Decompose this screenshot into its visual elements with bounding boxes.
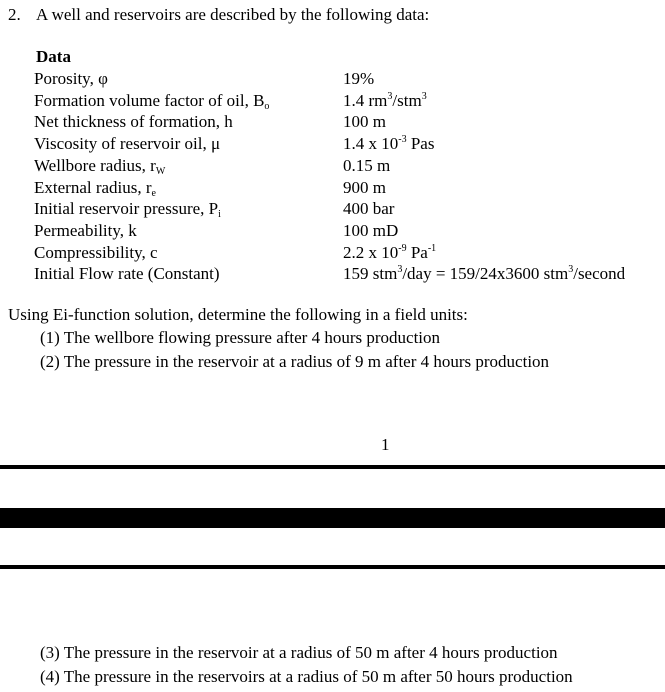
data-label: Net thickness of formation, h: [34, 112, 233, 131]
data-value: 400 bar: [343, 199, 395, 218]
data-label: Formation volume factor of oil, $B_o$: [34, 91, 270, 112]
page-divider-top: [0, 465, 665, 469]
question-text: A well and reservoirs are described by the following data:: [36, 5, 430, 24]
data-label: Viscosity of reservoir oil, μ: [34, 134, 221, 153]
question-number: 2.: [8, 5, 21, 24]
task-3: (3) The pressure in the reservoir at a radius of 50 m after 4 hours production: [40, 643, 558, 662]
data-value: 900 m: [343, 178, 386, 197]
data-heading: Data: [36, 47, 71, 66]
data-value: 2.2 x $10^{-9}$ $Pa^{-1}$: [343, 243, 437, 262]
data-label: Permeability, k: [34, 221, 137, 240]
data-label: External radius, $r_e$: [34, 178, 156, 199]
task-2: (2) The pressure in the reservoir at a radius of 9 m after 4 hours production: [40, 352, 550, 371]
data-label: Porosity, φ: [34, 69, 108, 88]
page-divider-bottom: [0, 565, 665, 569]
data-label: Wellbore radius, $r_W$: [34, 156, 166, 177]
data-value: 159 stm$^3$/day = 159/24x3600 stm$^3$/second: [343, 264, 626, 283]
page-divider-thick: [0, 508, 665, 528]
data-label: Compressibility, c: [34, 243, 158, 262]
data-label: Initial Flow rate (Constant): [34, 264, 220, 283]
data-value: 100 m: [343, 112, 386, 131]
page-number: 1: [381, 435, 390, 454]
data-value: 100 mD: [343, 221, 399, 240]
data-value: 1.4 $rm^3/stm^3$: [343, 91, 427, 110]
task-4: (4) The pressure in the reservoirs at a radius of 50 m after 50 hours production: [40, 667, 573, 686]
data-value: 0.15 m: [343, 156, 391, 175]
data-value: 19%: [343, 69, 375, 88]
data-label: Initial reservoir pressure, $P_i$: [34, 199, 221, 220]
task-1: (1) The wellbore flowing pressure after 4 hours production: [40, 328, 441, 347]
data-value: 1.4 x $10^{-3}$ Pas: [343, 134, 435, 153]
instruction-text: Using Ei-function solution, determine the following in a field units:: [8, 305, 468, 324]
